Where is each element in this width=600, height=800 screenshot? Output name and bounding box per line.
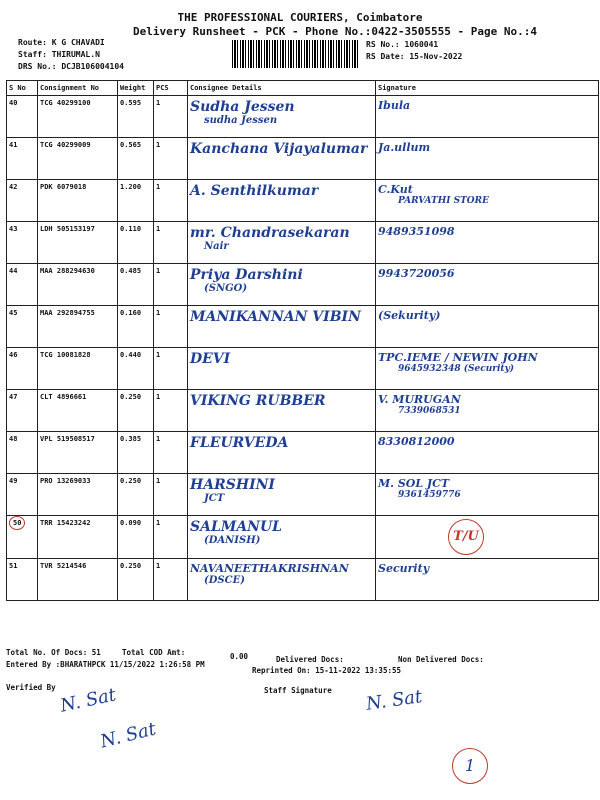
cell-pcs: 1 — [154, 222, 188, 264]
cell-signature — [376, 96, 599, 138]
cell-pcs: 1 — [154, 348, 188, 390]
table-row — [7, 138, 599, 180]
row-number-circled: 50 — [9, 516, 25, 530]
page-circle-mark: 1 — [452, 748, 488, 784]
table-row — [7, 264, 599, 306]
signature-text: 9489351098 — [378, 225, 455, 238]
cell-weight: 0.160 — [118, 306, 154, 348]
consignee-name: FLEURVEDA — [190, 435, 289, 451]
cell-signature — [376, 474, 599, 516]
table-header-row — [7, 81, 599, 96]
col-weight: Weight — [118, 81, 154, 96]
cell-pcs: 1 — [154, 264, 188, 306]
cell-weight: 0.565 — [118, 138, 154, 180]
cell-consignment: TVR 5214546 — [38, 559, 118, 601]
signature-text: M. SOL JCT — [378, 477, 450, 490]
verified-signature-2: N. Sat — [98, 718, 159, 753]
consignee-name: MANIKANNAN VIBIN — [190, 309, 361, 325]
cell-consignment: TRR 15423242 — [38, 516, 118, 559]
signature-text: 8330812000 — [378, 435, 455, 448]
signature-text: V. MURUGAN — [378, 393, 461, 406]
cell-signature — [376, 306, 599, 348]
delivered-docs: Delivered Docs: — [276, 655, 344, 664]
staff-signature: N. Sat — [364, 686, 424, 715]
signature-text: TPC.IEME / NEWIN JOHN — [378, 351, 538, 364]
verified-signature: N. Sat — [58, 684, 118, 717]
cell-consignment: PDK 6079018 — [38, 180, 118, 222]
rs-number: RS No.: 1060041 — [366, 40, 439, 49]
col-signature: Signature — [376, 81, 599, 96]
cell-signature — [376, 559, 599, 601]
total-docs: Total No. Of Docs: 51 — [6, 648, 101, 657]
consignee-name-2: Nair — [204, 241, 229, 252]
signature-text: (Sekurity) — [378, 309, 441, 322]
red-stamp-mark: T/U — [448, 519, 484, 555]
consignee-name: Priya Darshini — [190, 267, 303, 283]
staff-signature-label: Staff Signature — [264, 686, 332, 695]
cell-sno: 44 — [7, 264, 38, 306]
route-label: Route: K G CHAVADI — [18, 38, 105, 47]
cell-sno: 42 — [7, 180, 38, 222]
cell-weight: 0.110 — [118, 222, 154, 264]
cell-consignment: MAA 288294630 — [38, 264, 118, 306]
consignee-name: NAVANEETHAKRISHNAN — [190, 562, 349, 575]
cell-pcs: 1 — [154, 559, 188, 601]
cell-consignee — [188, 390, 376, 432]
table-row — [7, 306, 599, 348]
cell-consignee — [188, 264, 376, 306]
cell-consignment: TCG 10081828 — [38, 348, 118, 390]
cell-sno: 47 — [7, 390, 38, 432]
consignee-name: Kanchana Vijayalumar — [190, 141, 368, 157]
cell-sno: 43 — [7, 222, 38, 264]
cell-sno: 41 — [7, 138, 38, 180]
table-row — [7, 390, 599, 432]
cell-weight: 0.595 — [118, 96, 154, 138]
consignee-name: Sudha Jessen — [190, 99, 295, 115]
cell-signature — [376, 138, 599, 180]
table-row — [7, 432, 599, 474]
non-delivered-docs: Non Delivered Docs: — [398, 655, 484, 664]
total-cod-label: Total COD Amt: — [122, 648, 186, 657]
rs-date: RS Date: 15-Nov-2022 — [366, 52, 463, 61]
table-body — [7, 96, 599, 601]
cell-weight: 0.090 — [118, 516, 154, 559]
signature-text-2: 9361459776 — [398, 490, 461, 500]
cell-consignment: TCG 40299100 — [38, 96, 118, 138]
reprinted-on: Reprinted On: 15-11-2022 13:35:55 — [252, 666, 402, 675]
cell-consignee — [188, 96, 376, 138]
cell-sno: 40 — [7, 96, 38, 138]
signature-text: 9943720056 — [378, 267, 455, 280]
cell-signature — [376, 348, 599, 390]
cell-sno: 46 — [7, 348, 38, 390]
verified-by-label: Verified By — [6, 683, 56, 692]
drs-number: DRS No.: DCJB106004104 — [18, 62, 124, 71]
col-sno: S No — [7, 81, 38, 96]
barcode-image — [232, 40, 358, 68]
signature-text: Security — [378, 562, 430, 575]
cell-pcs: 1 — [154, 474, 188, 516]
cell-signature — [376, 180, 599, 222]
cell-consignment: PRO 13269033 — [38, 474, 118, 516]
cell-pcs: 1 — [154, 516, 188, 559]
consignee-name-2: sudha Jessen — [204, 115, 278, 126]
cell-consignee — [188, 348, 376, 390]
table-row — [7, 348, 599, 390]
signature-text: Ja.ullum — [378, 141, 431, 154]
cell-pcs: 1 — [154, 306, 188, 348]
cell-weight: 1.200 — [118, 180, 154, 222]
col-pcs: PCS — [154, 81, 188, 96]
cell-sno — [7, 516, 38, 559]
consignee-name: HARSHINI — [190, 477, 275, 493]
consignee-name-2: (SNGO) — [204, 283, 248, 294]
consignee-name-2: (DANISH) — [204, 535, 261, 546]
company-title: THE PROFESSIONAL COURIERS, Coimbatore — [177, 11, 423, 24]
cell-consignment: MAA 292894755 — [38, 306, 118, 348]
table-row — [7, 180, 599, 222]
cell-consignment: CLT 4896661 — [38, 390, 118, 432]
consignee-name: A. Senthilkumar — [190, 183, 319, 199]
cell-sno: 48 — [7, 432, 38, 474]
signature-text-2: 7339068531 — [398, 406, 461, 416]
cell-consignment: VPL 519508517 — [38, 432, 118, 474]
cell-signature — [376, 516, 599, 559]
cell-weight: 0.385 — [118, 432, 154, 474]
col-consignment: Consignment No — [38, 81, 118, 96]
signature-text-2: 9645932348 (Security) — [398, 364, 515, 374]
staff-label: Staff: THIRUMAL.N — [18, 50, 100, 59]
signature-text: Ibula — [378, 99, 411, 112]
cell-pcs: 1 — [154, 96, 188, 138]
table-row — [7, 474, 599, 516]
cell-consignee — [188, 516, 376, 559]
cell-consignment: TCG 40299009 — [38, 138, 118, 180]
consignee-name: VIKING RUBBER — [190, 393, 326, 409]
consignee-name: SALMANUL — [190, 519, 283, 535]
cell-signature — [376, 390, 599, 432]
consignee-name: DEVI — [190, 351, 231, 367]
cell-consignee — [188, 138, 376, 180]
consignee-name-2: (DSCE) — [204, 575, 245, 586]
cell-consignee — [188, 559, 376, 601]
table-row — [7, 516, 599, 559]
cell-pcs: 1 — [154, 390, 188, 432]
consignment-table — [6, 80, 599, 601]
cell-signature — [376, 264, 599, 306]
cell-weight: 0.250 — [118, 390, 154, 432]
consignee-name-2: JCT — [204, 493, 225, 504]
runsheet-title: Delivery Runsheet - PCK - Phone No.:0422-3505555 - Page No.:4 — [133, 25, 537, 38]
cell-consignment: LDH 505153197 — [38, 222, 118, 264]
cell-consignee — [188, 432, 376, 474]
cell-weight: 0.250 — [118, 474, 154, 516]
col-consignee: Consignee Details — [188, 81, 376, 96]
cell-consignee — [188, 180, 376, 222]
cell-sno: 45 — [7, 306, 38, 348]
table-row — [7, 559, 599, 601]
cell-sno: 51 — [7, 559, 38, 601]
cell-weight: 0.485 — [118, 264, 154, 306]
cell-sno: 49 — [7, 474, 38, 516]
consignee-name: mr. Chandrasekaran — [190, 225, 350, 241]
entered-by: Entered By :BHARATHPCK 11/15/2022 1:26:58 PM — [6, 660, 205, 669]
cell-weight: 0.250 — [118, 559, 154, 601]
table-row — [7, 96, 599, 138]
cell-pcs: 1 — [154, 180, 188, 222]
table-row — [7, 222, 599, 264]
cell-signature — [376, 432, 599, 474]
cell-consignee — [188, 306, 376, 348]
signature-text-2: PARVATHI STORE — [398, 196, 489, 206]
cell-pcs: 1 — [154, 138, 188, 180]
cell-consignee — [188, 474, 376, 516]
cell-consignee — [188, 222, 376, 264]
cell-signature — [376, 222, 599, 264]
cell-weight: 0.440 — [118, 348, 154, 390]
total-cod-value: 0.00 — [230, 652, 249, 661]
signature-text: C.Kut — [378, 183, 413, 196]
cell-pcs: 1 — [154, 432, 188, 474]
